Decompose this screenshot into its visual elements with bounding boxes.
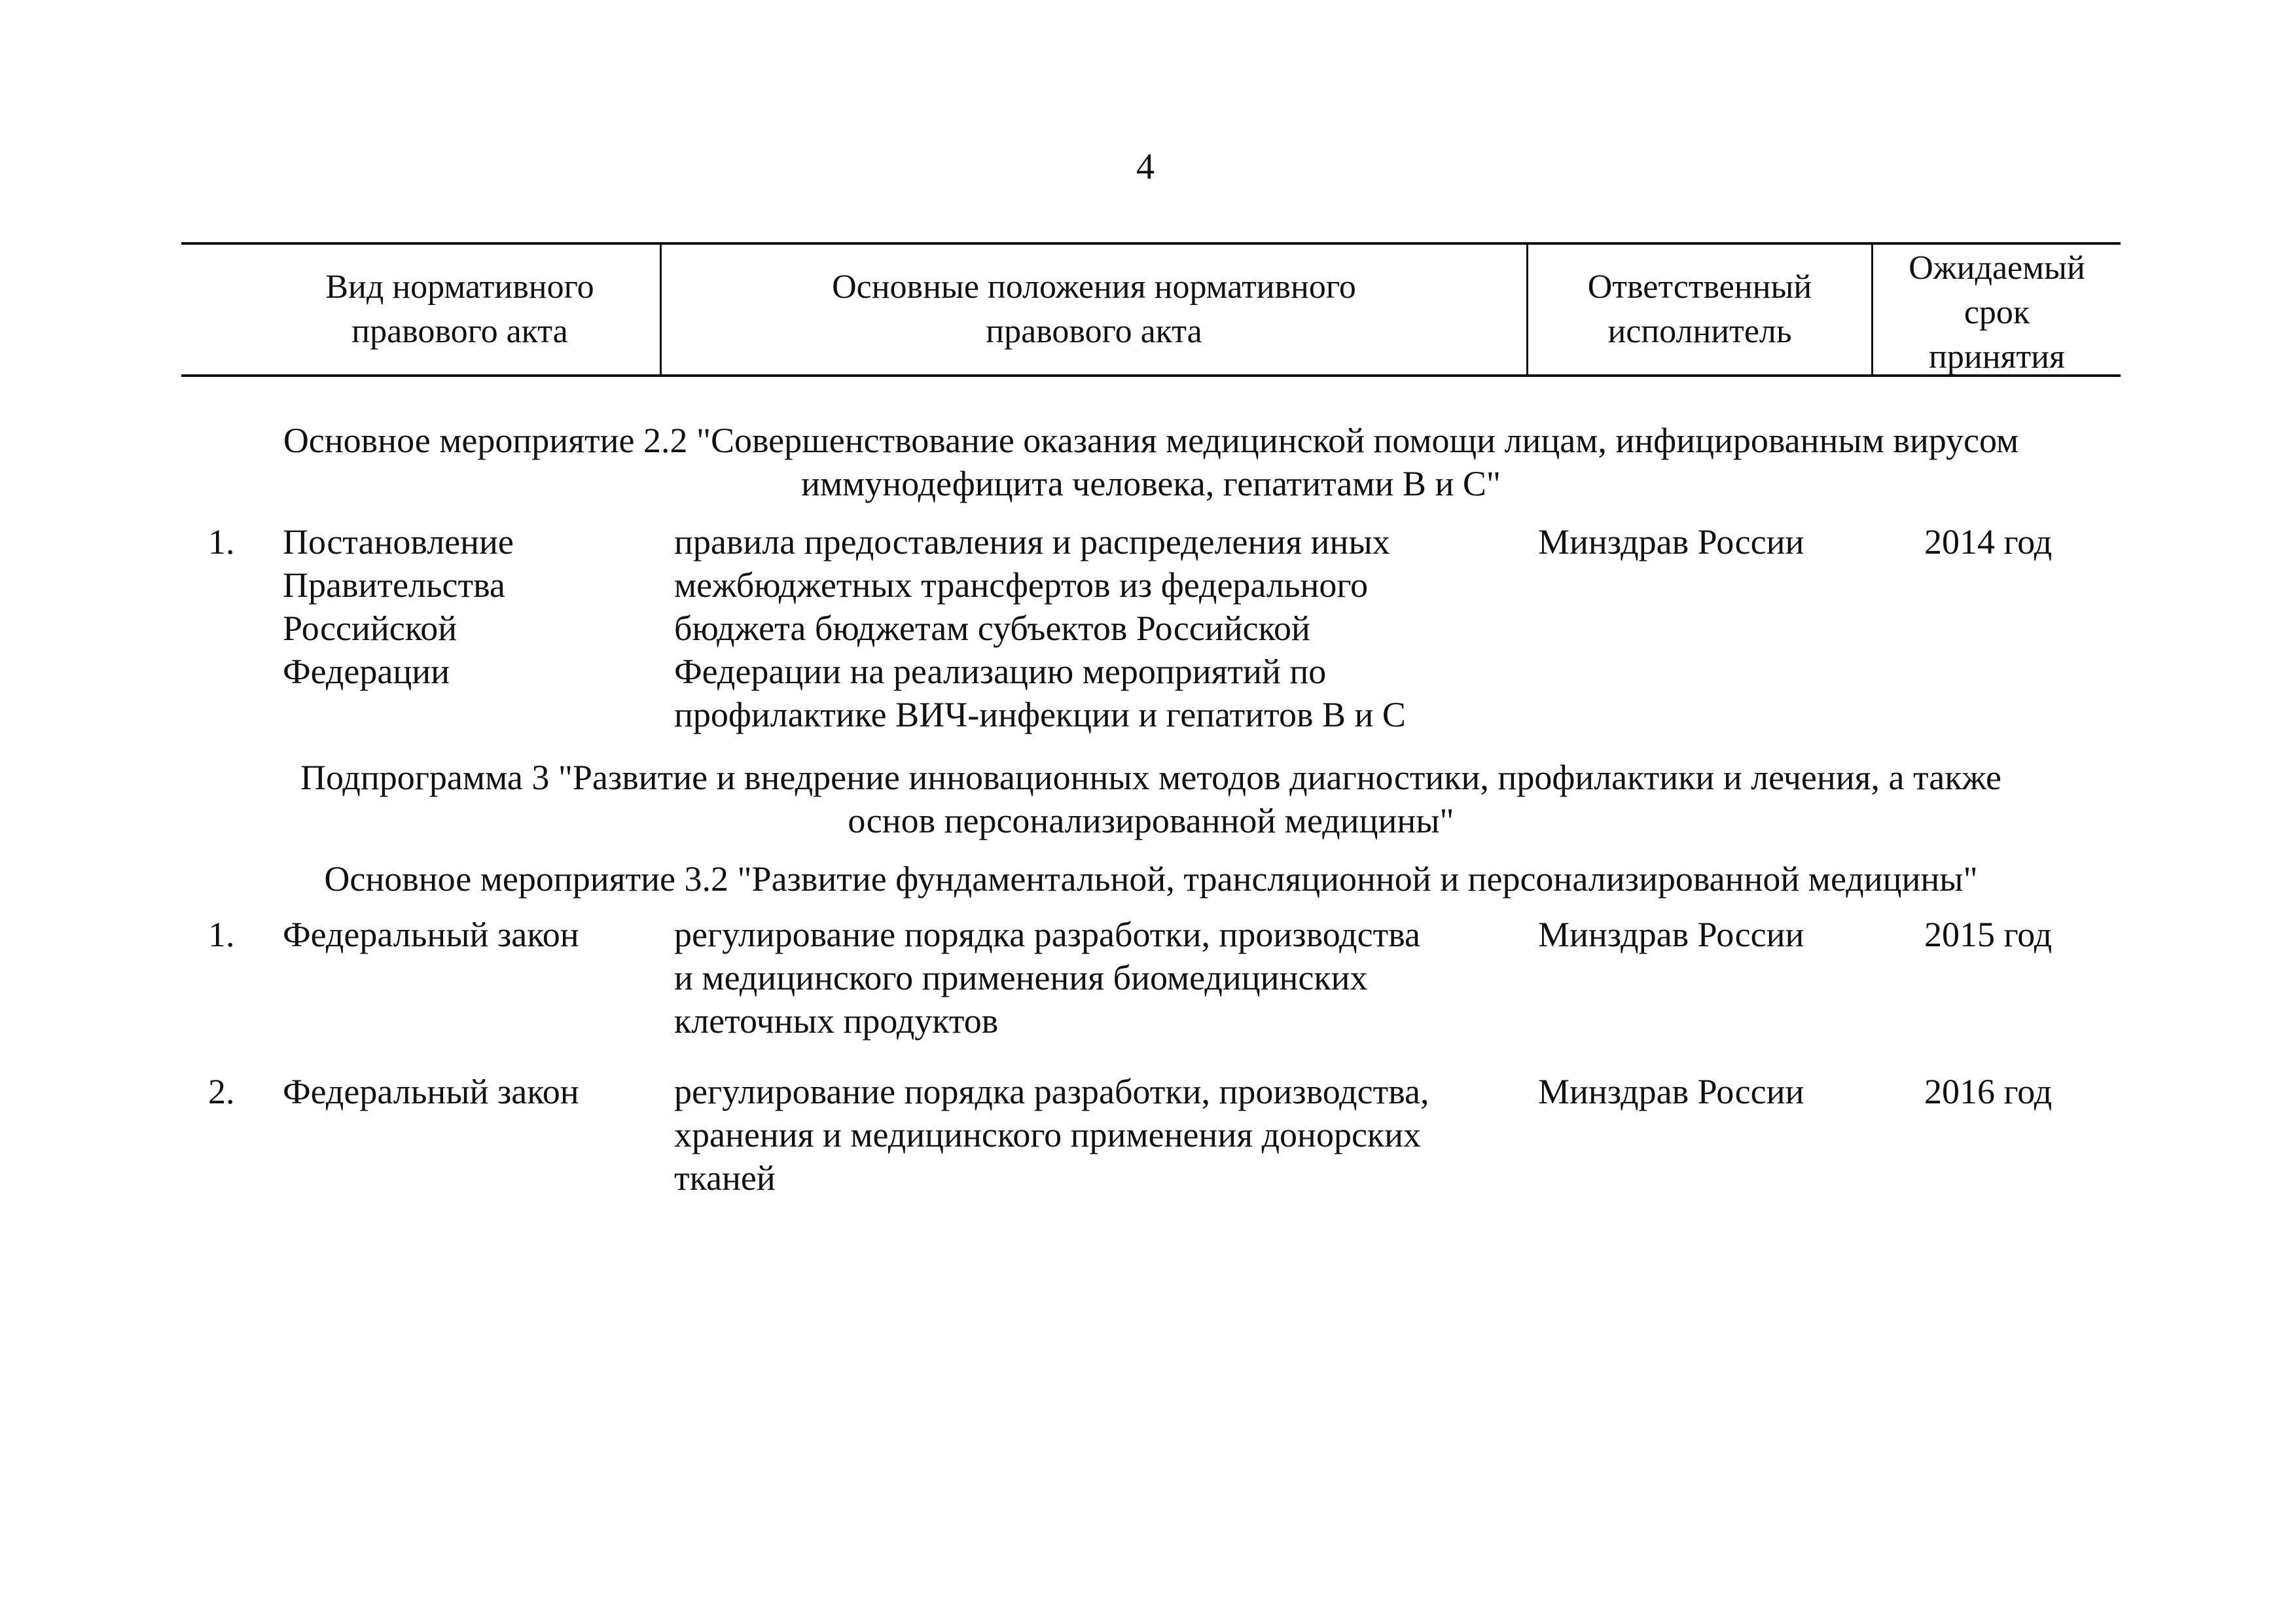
- row-term: 2016 год: [1924, 1072, 2053, 1111]
- section-title-activity-2-2: Основное мероприятие 2.2 "Совершенствование оказания медицинской помощи лицам, инфицированным вирусом иммунодефицита человека, гепатитами В и С": [283, 421, 2019, 503]
- row-provisions: регулирование порядка разработки, производства, хранения и медицинского применения донорских тканей: [674, 1072, 1429, 1198]
- row-number: 1.: [208, 522, 235, 562]
- page-number: 4: [1136, 147, 1155, 187]
- header-kind: Вид нормативного правового акта: [325, 268, 594, 350]
- table-header: [181, 242, 2121, 377]
- header-provisions: Основные положения нормативного правового акта: [660, 245, 1526, 374]
- row-executor: Минздрав России: [1538, 522, 1804, 562]
- row-act-kind: Федеральный закон: [283, 1072, 579, 1111]
- row-provisions: регулирование порядка разработки, производства и медицинского применения биомедицинских клеточных продуктов: [674, 915, 1420, 1041]
- section-title-subprogram-3: Подпрограмма 3 "Развитие и внедрение инновационных методов диагностики, профилактики и лечения, а также основ персонализированной медицины": [300, 758, 2002, 840]
- row-executor: Минздрав России: [1538, 915, 1804, 954]
- row-term: 2014 год: [1924, 522, 2053, 562]
- row-term: 2015 год: [1924, 915, 2053, 954]
- row-number: 1.: [208, 915, 235, 954]
- section-title-activity-3-2: Основное мероприятие 3.2 "Развитие фундаментальной, трансляционной и персонализированной медицины": [324, 859, 1978, 899]
- row-provisions: правила предоставления и распределения иных межбюджетных трансфертов из федерального бюджета бюджетам субъектов Российской Федерации на реализацию мероприятий по профилактике ВИЧ-инфекции и гепатитов В и С: [674, 522, 1406, 734]
- row-number: 2.: [208, 1072, 235, 1111]
- header-term: Ожидаемый срок принятия: [1871, 245, 2121, 374]
- row-executor: Минздрав России: [1538, 1072, 1804, 1111]
- header-executor: Ответственный исполнитель: [1526, 245, 1871, 374]
- row-act-kind: Федеральный закон: [283, 915, 579, 954]
- row-act-kind: Постановление Правительства Российской Федерации: [283, 522, 514, 691]
